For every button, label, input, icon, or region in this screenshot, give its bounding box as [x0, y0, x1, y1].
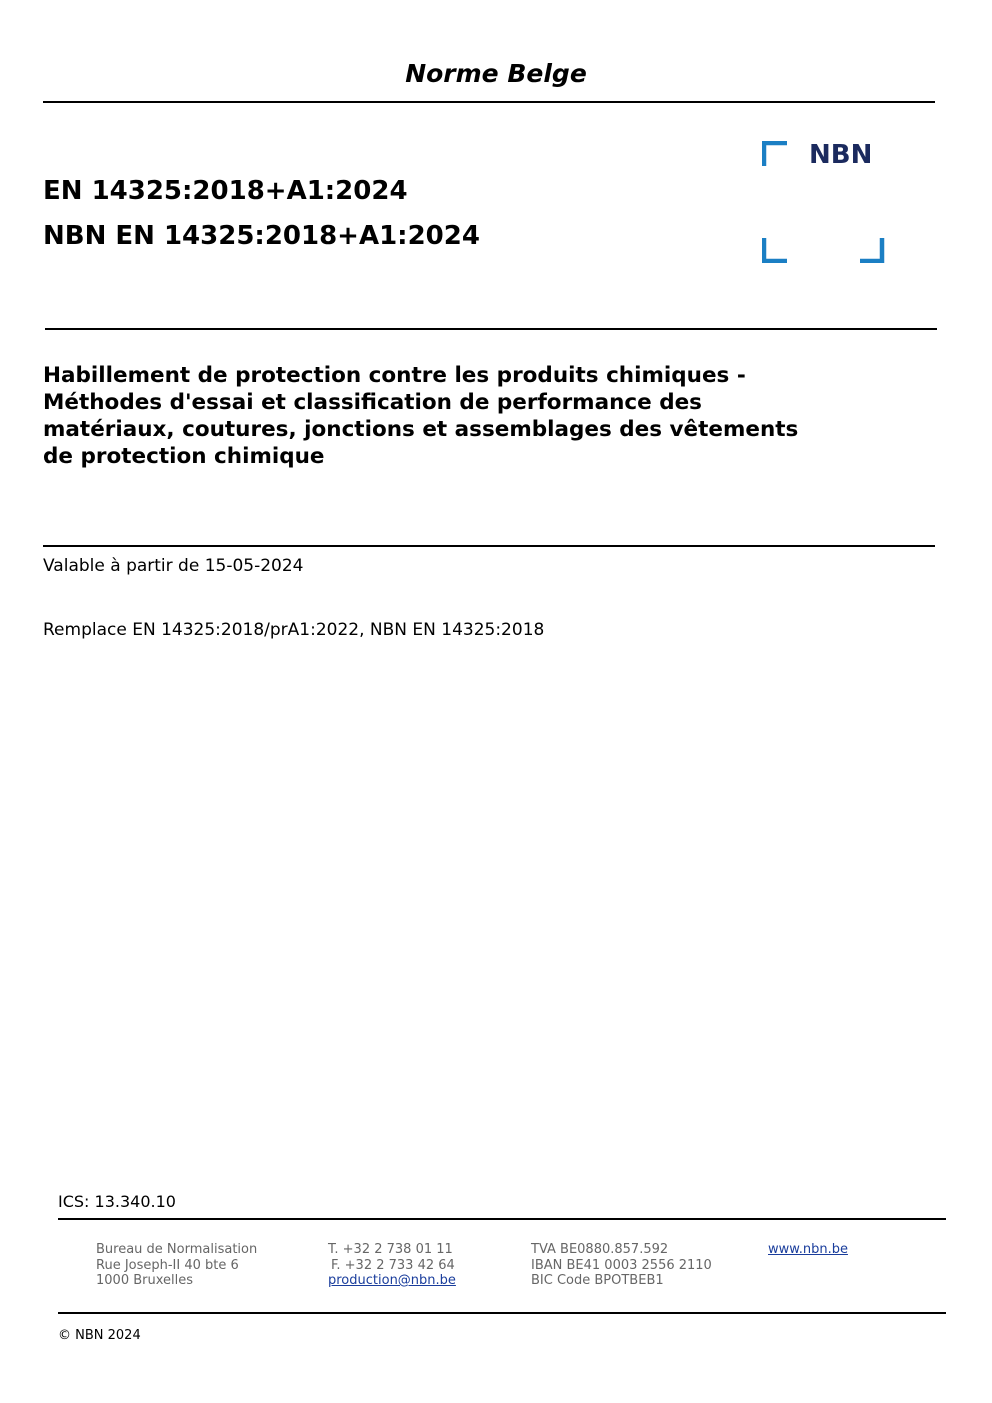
fax-number: F. +32 2 733 42 64	[331, 1257, 455, 1273]
validity-date: Valable à partir de 15-05-2024	[43, 556, 304, 576]
phone-number: T. +32 2 738 01 11	[328, 1242, 453, 1257]
page-header-title: Norme Belge	[405, 59, 587, 88]
address-line: Rue Joseph-II 40 bte 6	[96, 1257, 239, 1273]
email-link[interactable]: production@nbn.be	[328, 1273, 456, 1288]
footer-address	[96, 1242, 257, 1289]
footer-web	[768, 1242, 848, 1258]
iban-number: IBAN BE41 0003 2556 2110	[531, 1257, 712, 1273]
en-reference: EN 14325:2018+A1:2024	[43, 176, 408, 206]
logo-text: NBN	[809, 140, 873, 170]
nbn-reference: NBN EN 14325:2018+A1:2024	[43, 221, 480, 251]
document-title-line: matériaux, coutures, jonctions et assemblages des vêtements	[43, 417, 799, 442]
ics-code: ICS: 13.340.10	[58, 1192, 176, 1211]
document-title-line: Méthodes d'essai et classification de performance des	[43, 390, 702, 415]
footer-contact	[328, 1242, 456, 1289]
address-line: Bureau de Normalisation	[96, 1242, 258, 1257]
footer-bank	[531, 1242, 712, 1289]
bic-code: BIC Code BPOTBEB1	[531, 1273, 664, 1288]
document-title	[43, 362, 903, 470]
divider-middle	[45, 328, 937, 330]
nbn-logo	[762, 141, 886, 263]
copyright-notice: © NBN 2024	[58, 1328, 141, 1343]
divider-footer-bottom	[58, 1312, 946, 1314]
website-link[interactable]: www.nbn.be	[768, 1242, 848, 1257]
divider-lower	[43, 545, 935, 547]
vat-number: TVA BE0880.857.592	[531, 1242, 669, 1257]
replaces-note: Remplace EN 14325:2018/prA1:2022, NBN EN 14325:2018	[43, 620, 545, 640]
document-title-line: de protection chimique	[43, 444, 325, 469]
address-line: 1000 Bruxelles	[96, 1273, 194, 1288]
document-title-line: Habillement de protection contre les produits chimiques -	[43, 363, 746, 388]
divider-footer-top	[58, 1218, 946, 1220]
divider-top	[43, 101, 935, 103]
